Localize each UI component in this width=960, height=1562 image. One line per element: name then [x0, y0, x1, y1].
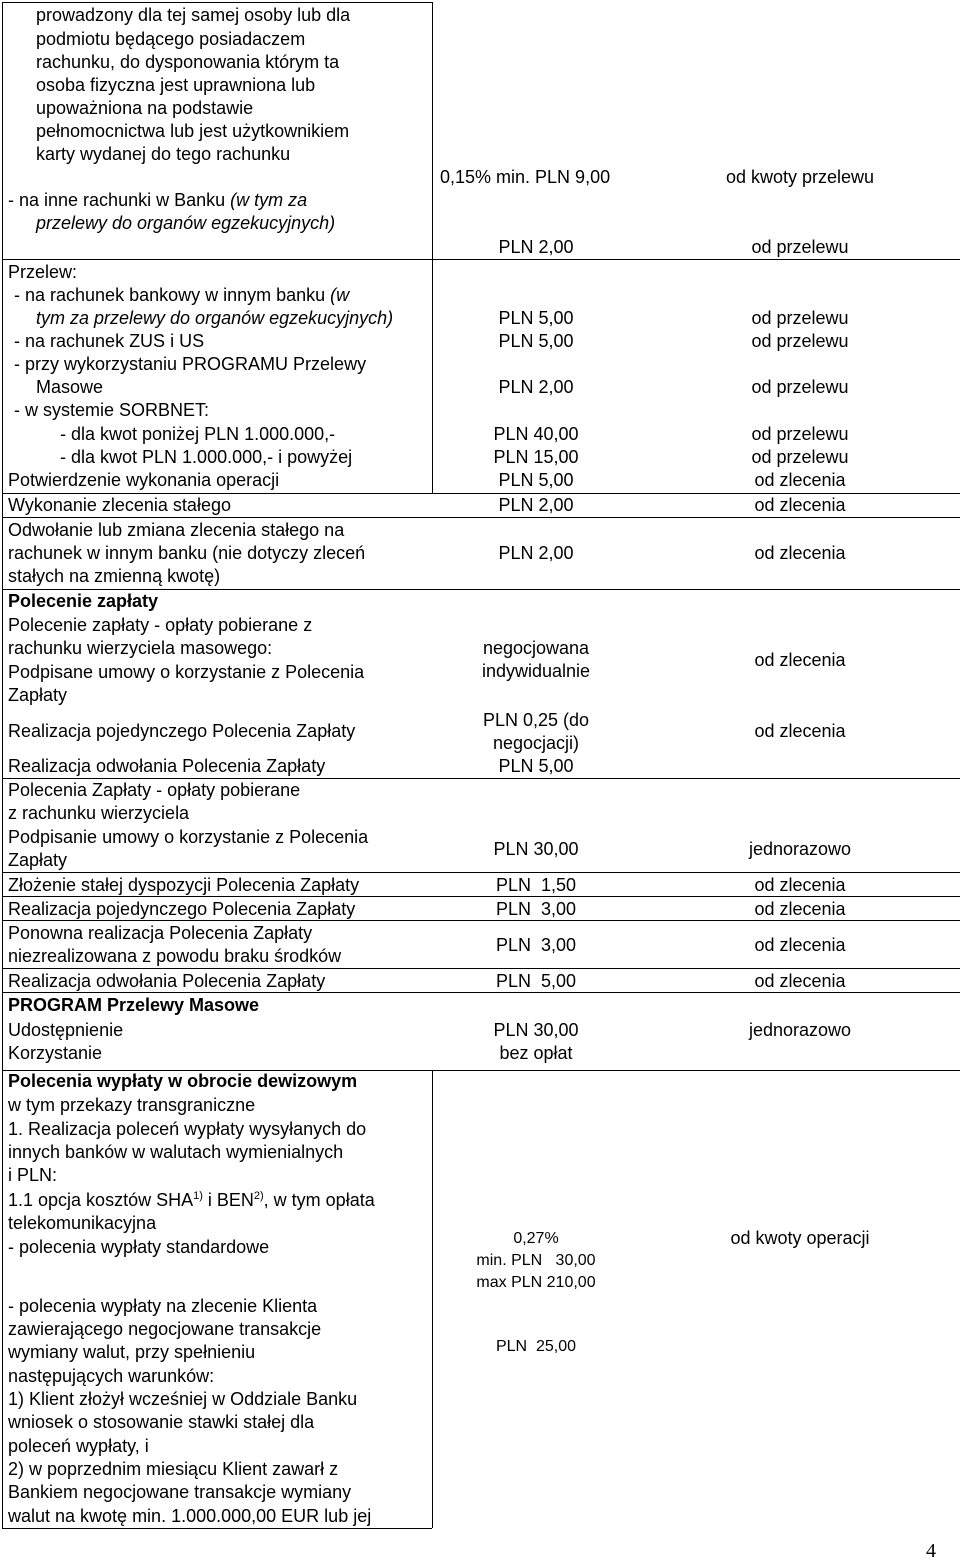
- wyplaty-line: 1. Realizacja poleceń wypłaty wysyłanych do: [8, 1119, 367, 1139]
- wyplaty-header: Polecenia wypłaty w obrocie dewizowym: [8, 1071, 358, 1091]
- przelew-line: tym za przelewy do organów egzekucyjnych): [36, 308, 394, 328]
- rule-realizacja: [2, 896, 960, 897]
- klient-line: - polecenia wypłaty na zlecenie Klienta: [8, 1296, 318, 1316]
- wyplaty-line: telekomunikacyjna: [8, 1213, 157, 1233]
- unit: od zlecenia: [754, 899, 846, 919]
- unit: od kwoty przelewu: [725, 167, 875, 187]
- odwolanie-line: rachunek w innym banku (nie dotyczy zleceń: [8, 543, 366, 563]
- polecenia2-line: Podpisanie umowy o korzystanie z Polecenia: [8, 827, 369, 847]
- inne-rachunki-label: [8, 189, 307, 211]
- program-line: Udostępnienie: [8, 1020, 124, 1040]
- rule-top: [2, 2, 432, 3]
- amount: PLN 2,00: [498, 543, 574, 563]
- ponowna-line: niezrealizowana z powodu braku środków: [8, 946, 342, 966]
- klient-line: wymiany walut, przy spełnieniu: [8, 1342, 256, 1362]
- opcja-text: i BEN: [202, 1190, 254, 1210]
- unit: od przelewu: [751, 237, 849, 257]
- wyplaty-line: innych banków w walutach wymienialnych: [8, 1142, 344, 1162]
- inne-rachunki-text: - na inne rachunki w Banku: [8, 190, 226, 210]
- rule-przelew: [2, 259, 960, 260]
- amount: PLN 5,00: [495, 971, 577, 991]
- block1-line: osoba fizyczna jest uprawniona lub: [36, 75, 316, 95]
- unit: od przelewu: [751, 424, 849, 444]
- amount: PLN 30,00: [493, 1020, 579, 1040]
- klient-line: zawierającego negocjowane transakcje: [8, 1319, 322, 1339]
- przelew-line: Masowe: [36, 377, 104, 397]
- inne-rachunki-line2: przelewy do organów egzekucyjnych): [36, 213, 336, 233]
- przelew-line: - w systemie SORBNET:: [14, 400, 210, 420]
- rule-odwolania: [2, 968, 960, 969]
- amount: PLN 2,00: [498, 237, 574, 257]
- amount: PLN 40,00: [493, 424, 579, 444]
- przelew-line: Potwierdzenie wykonania operacji: [8, 470, 280, 490]
- unit: od przelewu: [751, 447, 849, 467]
- page-number: 4: [926, 1540, 936, 1562]
- rule-ponowna: [2, 920, 960, 921]
- amount: PLN 30,00: [493, 839, 579, 859]
- polecenie-line: Polecenie zapłaty - opłaty pobierane z: [8, 615, 313, 635]
- amount: indywidualnie: [481, 661, 591, 681]
- wykonanie-label: Wykonanie zlecenia stałego: [8, 495, 231, 515]
- row-label: Realizacja pojedynczego Polecenia Zapłaty: [8, 899, 356, 919]
- program-line: Korzystanie: [8, 1043, 103, 1063]
- polecenie-line: Zapłaty: [8, 685, 68, 705]
- unit: od zlecenia: [754, 875, 846, 895]
- przelew-line: - dla kwot PLN 1.000.000,- i powyżej: [60, 447, 353, 467]
- amount: PLN 2,00: [498, 377, 574, 397]
- wyplaty-line: i PLN:: [8, 1165, 58, 1185]
- odwolanie-line: stałych na zmienną kwotę): [8, 566, 221, 586]
- amount: PLN 3,00: [495, 935, 577, 955]
- polecenie-line: rachunku wierzyciela masowego:: [8, 638, 273, 658]
- unit: od przelewu: [751, 331, 849, 351]
- amount: PLN 2,00: [498, 495, 574, 515]
- rule-bottom: [2, 1528, 432, 1529]
- block1-line: pełnomocnictwa lub jest użytkownikiem: [36, 121, 350, 141]
- polecenia2-line: Zapłaty: [8, 850, 68, 870]
- amount: negocjowana: [482, 638, 590, 658]
- przelew-line: - dla kwot poniżej PLN 1.000.000,-: [60, 424, 336, 444]
- amount: PLN 5,00: [498, 308, 574, 328]
- block1-line: upoważniona na podstawie: [36, 98, 254, 118]
- rule-odwolanie: [2, 517, 960, 518]
- realizacja-label: Realizacja pojedynczego Polecenia Zapłaty: [8, 721, 356, 741]
- unit: od zlecenia: [754, 650, 846, 670]
- unit: od zlecenia: [754, 971, 846, 991]
- ponowna-line: Ponowna realizacja Polecenia Zapłaty: [8, 923, 313, 943]
- unit: od zlecenia: [754, 470, 846, 490]
- amount: PLN 15,00: [493, 447, 579, 467]
- amount: PLN 5,00: [498, 331, 574, 351]
- block1-line: podmiotu będącego posiadaczem: [36, 29, 306, 49]
- unit: jednorazowo: [748, 1020, 852, 1040]
- wyplaty-sub: w tym przekazy transgraniczne: [8, 1095, 256, 1115]
- rule-col1-top: [432, 2, 433, 493]
- amount: PLN 5,00: [498, 470, 574, 490]
- przelew-line: - na rachunek ZUS i US: [14, 331, 205, 351]
- polecenie-header: Polecenie zapłaty: [8, 591, 159, 611]
- amount: PLN 1,50: [495, 875, 577, 895]
- unit: od zlecenia: [754, 543, 846, 563]
- unit: od przelewu: [751, 308, 849, 328]
- inne-rachunki-italic: (w tym za: [225, 190, 308, 210]
- klient-line: wniosek o stosowanie stawki stałej dla: [8, 1412, 315, 1432]
- program-header: PROGRAM Przelewy Masowe: [8, 995, 260, 1015]
- footnote-mark: 2): [253, 1190, 264, 1202]
- klient-line: poleceń wypłaty, i: [8, 1436, 149, 1456]
- amount: 0,15% min. PLN 9,00: [440, 167, 611, 187]
- amount: max PLN 210,00: [476, 1274, 596, 1291]
- rule-zlozenie: [2, 872, 960, 873]
- footnote-mark: 1): [193, 1190, 203, 1202]
- amount: PLN 3,00: [495, 899, 577, 919]
- amount: negocjacji): [492, 733, 580, 753]
- amount: PLN 0,25 (do: [482, 710, 590, 730]
- polecenia2-line: Polecenia Zapłaty - opłaty pobierane: [8, 780, 301, 800]
- przelew-line: - przy wykorzystaniu PROGRAMU Przelewy: [14, 354, 367, 374]
- amount: bez opłat: [499, 1043, 573, 1063]
- block1-line: rachunku, do dysponowania którym ta: [36, 52, 340, 72]
- przelew-title: Przelew:: [8, 262, 78, 282]
- rule-left: [2, 2, 3, 1528]
- unit: od zlecenia: [754, 495, 846, 515]
- klient-line: walut na kwotę min. 1.000.000,00 EUR lub jej: [8, 1506, 372, 1526]
- odwolanie-pz-label: Realizacja odwołania Polecenia Zapłaty: [8, 756, 326, 776]
- amount: 0,27%: [513, 1230, 559, 1247]
- klient-line: 2) w poprzednim miesiącu Klient zawarł z: [8, 1459, 339, 1479]
- unit: od przelewu: [751, 377, 849, 397]
- block1-line: karty wydanej do tego rachunku: [36, 144, 291, 164]
- polecenia2-line: z rachunku wierzyciela: [8, 803, 190, 823]
- unit: od kwoty operacji: [730, 1228, 870, 1248]
- rule-col1-bottom: [432, 1070, 433, 1528]
- klient-line: 1) Klient złożył wcześniej w Oddziale Banku: [8, 1389, 358, 1409]
- amount: min. PLN 30,00: [476, 1252, 596, 1269]
- block1-line: prowadzony dla tej samej osoby lub dla: [36, 5, 351, 25]
- przelew-line-italic: (w: [330, 285, 350, 305]
- wyplaty-line: - polecenia wypłaty standardowe: [8, 1237, 270, 1257]
- opcja-kosztow: [8, 1189, 375, 1211]
- rule-program: [2, 992, 960, 993]
- row-label: Złożenie stałej dyspozycji Polecenia Zapłaty: [8, 875, 360, 895]
- polecenie-line: Podpisane umowy o korzystanie z Polecenia: [8, 662, 365, 682]
- unit: jednorazowo: [748, 839, 852, 859]
- unit: od zlecenia: [754, 935, 846, 955]
- opcja-text: , w tym opłata: [263, 1190, 375, 1210]
- odwolanie-line: Odwołanie lub zmiana zlecenia stałego na: [8, 520, 345, 540]
- przelew-line: [14, 284, 349, 306]
- amount: PLN 5,00: [498, 756, 574, 776]
- opcja-text: 1.1 opcja kosztów SHA: [8, 1190, 194, 1210]
- unit: od zlecenia: [754, 721, 846, 741]
- odwolania-label: Realizacja odwołania Polecenia Zapłaty: [8, 971, 326, 991]
- amount: PLN 25,00: [495, 1338, 577, 1355]
- przelew-line-text: - na rachunek bankowy w innym banku: [14, 285, 331, 305]
- klient-line: następujących warunków:: [8, 1366, 215, 1386]
- klient-line: Bankiem negocjowane transakcje wymiany: [8, 1482, 352, 1502]
